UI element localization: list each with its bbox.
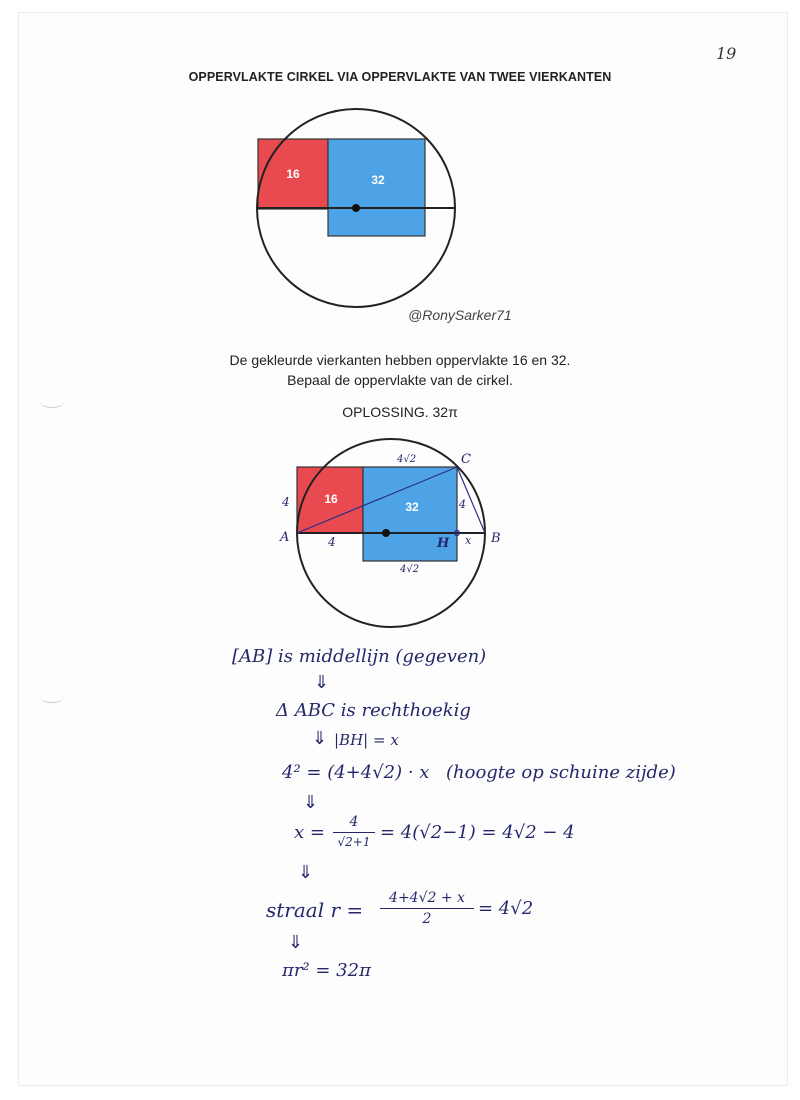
- fraction-radius: [380, 890, 474, 927]
- down-arrow-icon: ⇓: [303, 792, 319, 813]
- derivation-line-diameter: [AB] is middellijn (gegeven): [232, 646, 487, 667]
- derivation-line-x-result: = 4(√2−1) = 4√2 − 4: [380, 822, 575, 843]
- point-c-label: C: [461, 452, 471, 467]
- derivation-line-bh: |BH| = x: [334, 731, 399, 749]
- fraction-bar: [333, 832, 375, 833]
- fraction-numerator: 4: [349, 814, 359, 830]
- point-h-label: H: [437, 536, 450, 551]
- fraction-bar: [380, 908, 474, 909]
- derivation-line-radius-result: = 4√2: [478, 898, 534, 919]
- page-title: OPPERVLAKTE CIRKEL VIA OPPERVLAKTE VAN TWEE VIERKANTEN: [188, 70, 612, 84]
- side-red-bottom-label: 4: [328, 535, 336, 549]
- solution-answer: OPLOSSING. 32π: [342, 404, 458, 420]
- blue-square-label: 32: [405, 500, 419, 514]
- circle-center: [382, 529, 390, 537]
- derivation-line-radius: straal r =: [266, 898, 364, 922]
- derivation-line-x: x =: [294, 822, 325, 843]
- ch-length-label: 4: [459, 498, 466, 511]
- fraction-denominator: √2+1: [337, 835, 371, 849]
- problem-line: Bepaal de oppervlakte van de cirkel.: [287, 372, 513, 388]
- punch-hole-mark: [40, 690, 64, 703]
- down-arrow-icon: ⇓: [288, 932, 304, 953]
- fraction-numerator: 4+4√2 + x: [389, 890, 465, 906]
- author-watermark: @RonySarker71: [408, 307, 512, 323]
- down-arrow-icon: ⇓: [314, 672, 330, 693]
- hb-length-label: x: [465, 534, 472, 547]
- side-red-vertical-label: 4: [282, 495, 290, 509]
- derivation-line-altitude-note: (hoogte op schuine zijde): [446, 762, 676, 783]
- side-blue-bottom-label: 4√2: [400, 564, 420, 575]
- side-blue-top-label: 4√2: [397, 454, 417, 465]
- derivation-line-area: πr² = 32π: [282, 960, 371, 981]
- fraction-x: [333, 814, 375, 849]
- point-a-label: A: [280, 530, 290, 545]
- problem-line: De gekleurde vierkanten hebben oppervlakte 16 en 32.: [229, 352, 571, 368]
- red-square-label: 16: [324, 492, 338, 506]
- down-arrow-icon: ⇓: [298, 862, 314, 883]
- derivation-line-altitude: 4² = (4+4√2) · x: [282, 762, 430, 783]
- page-number: 19: [716, 44, 737, 63]
- derivation-line-right-triangle: Δ ABC is rechthoekig: [276, 700, 471, 721]
- fraction-denominator: 2: [422, 911, 432, 927]
- red-square-label: 16: [286, 167, 300, 181]
- blue-square-label: 32: [371, 173, 385, 187]
- down-arrow-icon: ⇓: [312, 728, 328, 749]
- point-b-label: B: [491, 531, 501, 546]
